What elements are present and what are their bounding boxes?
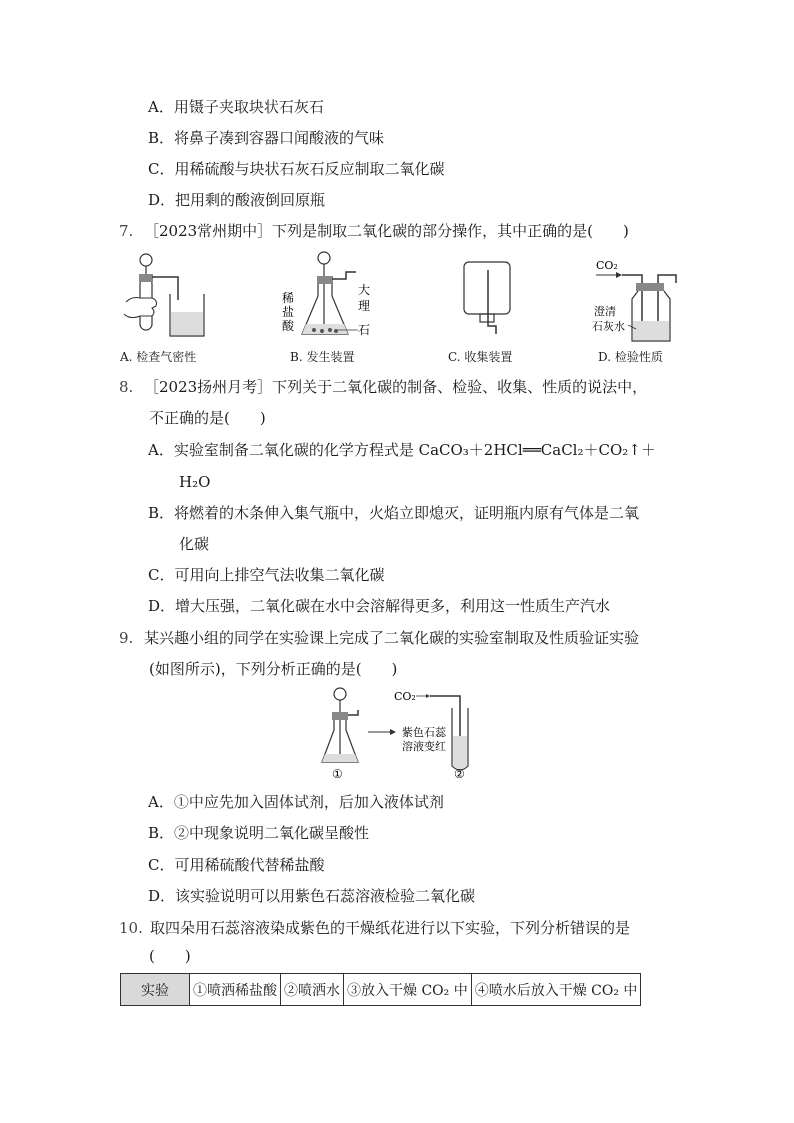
q8-number: 8. bbox=[119, 378, 134, 396]
q9-note-line2: 溶液变红 bbox=[402, 740, 446, 753]
q9-option-d: D．该实验说明可以用紫色石蕊溶液检验二氧化碳 bbox=[148, 887, 476, 905]
q9-stem-line1: 某兴趣小组的同学在实验课上完成了二氧化碳的实验室制取及性质验证实验 bbox=[144, 629, 640, 647]
table-cell: ④喷水后放入干燥 CO₂ 中 bbox=[471, 974, 641, 1006]
q6-option-d: D．把用剩的酸液倒回原瓶 bbox=[148, 191, 326, 209]
q7-b-right-label-2: 理 bbox=[358, 299, 371, 313]
table-row bbox=[121, 974, 641, 1006]
q7-figure-d bbox=[590, 255, 690, 345]
q10-stem-line1: 取四朵用石蕊溶液染成紫色的干燥纸花进行以下实验，下列分析错误的是 bbox=[150, 919, 631, 937]
q7-b-left-label-3: 酸 bbox=[282, 319, 295, 333]
q7-figure-b bbox=[278, 250, 378, 342]
q7-b-right-label-3: 石 bbox=[358, 323, 371, 337]
q9-option-b: B．②中现象说明二氧化碳呈酸性 bbox=[148, 824, 370, 842]
q8-option-b-line2: 化碳 bbox=[179, 535, 210, 553]
q7-d-liquid-label-2: 石灰水 bbox=[592, 320, 625, 333]
q9-option-a: A．①中应先加入固体试剂，后加入液体试剂 bbox=[148, 793, 444, 811]
q7-caption-b: B. 发生装置 bbox=[290, 350, 355, 364]
q9-label-1: ① bbox=[332, 767, 343, 780]
q7-b-right-label-1: 大 bbox=[358, 283, 371, 297]
q7-b-left-label-1: 稀 bbox=[282, 291, 295, 305]
table-header-cell: 实验 bbox=[121, 974, 190, 1006]
q8-stem-line1: ［2023扬州月考］下列关于二氧化碳的制备、检验、收集、性质的说法中， bbox=[144, 378, 648, 396]
q9-note-line1: 紫色石蕊 bbox=[402, 726, 446, 739]
q8-option-a-line1: A．实验室制备二氧化碳的化学方程式是 CaCO₃＋2HCl══CaCl₂＋CO₂↑＋ bbox=[148, 441, 656, 459]
q7-d-liquid-label-1: 澄清 bbox=[594, 305, 616, 318]
q7-caption-d: D. 检验性质 bbox=[598, 350, 663, 364]
q9-figure bbox=[318, 686, 488, 780]
table-cell: ①喷洒稀盐酸 bbox=[190, 974, 281, 1006]
q8-option-a-line2: H₂O bbox=[179, 473, 211, 491]
q7-caption-c: C. 收集装置 bbox=[448, 350, 513, 364]
q8-option-d: D．增大压强，二氧化碳在水中会溶解得更多，利用这一性质生产汽水 bbox=[148, 597, 611, 615]
q7-stem: ［2023常州期中］下列是制取二氧化碳的部分操作，其中正确的是( ) bbox=[144, 222, 629, 240]
q9-gas-label: CO₂ bbox=[394, 690, 416, 703]
q8-option-c: C．可用向上排空气法收集二氧化碳 bbox=[148, 566, 385, 584]
q9-option-c: C．可用稀硫酸代替稀盐酸 bbox=[148, 856, 325, 874]
q8-stem-line2: 不正确的是( ) bbox=[149, 409, 266, 427]
q6-option-b: B．将鼻子凑到容器口闻酸液的气味 bbox=[148, 129, 385, 147]
q6-option-c: C．用稀硫酸与块状石灰石反应制取二氧化碳 bbox=[148, 160, 445, 178]
q7-figure-c bbox=[458, 260, 518, 336]
q8-option-b-line1: B．将燃着的木条伸入集气瓶中，火焰立即熄灭，证明瓶内原有气体是二氧 bbox=[148, 504, 640, 522]
q9-stem-line2: (如图所示)，下列分析正确的是( ) bbox=[149, 660, 398, 678]
q10-number: 10. bbox=[119, 919, 143, 937]
q7-b-left-label-2: 盐 bbox=[282, 305, 295, 319]
q10-experiment-table bbox=[120, 973, 641, 1006]
table-cell: ③放入干燥 CO₂ 中 bbox=[344, 974, 472, 1006]
q9-number: 9. bbox=[119, 629, 134, 647]
q6-option-a: A．用镊子夹取块状石灰石 bbox=[148, 98, 324, 116]
table-cell: ②喷洒水 bbox=[281, 974, 344, 1006]
q7-number: 7. bbox=[119, 222, 134, 240]
q7-figure-a bbox=[118, 250, 210, 342]
q7-d-gas-label: CO₂ bbox=[596, 259, 618, 272]
q10-stem-line2: ( ) bbox=[149, 947, 191, 965]
q7-caption-a: A. 检查气密性 bbox=[120, 350, 197, 364]
q9-label-2: ② bbox=[454, 767, 465, 780]
